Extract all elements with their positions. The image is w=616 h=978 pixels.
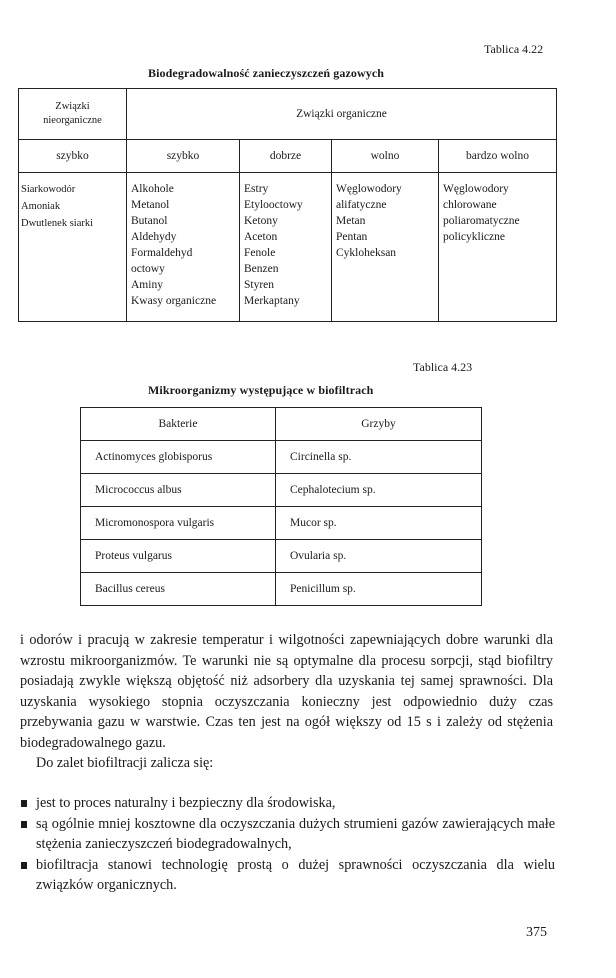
compound-item: Estry [244,183,269,195]
compound-item: Etylooctowy [244,199,303,211]
compound-item: alifatyczne [336,199,387,211]
compound-item: Aldehydy [131,231,177,243]
table-row [81,573,482,606]
table-4-22-label: Tablica 4.22 [484,42,544,56]
speed-cell: dobrze [240,140,332,173]
list-item-text: są ogólnie mniej kosztowne dla oczyszczania dużych strumieni gazów zawierających małe stężenia zanieczyszczeń biodegradowalnych, [36,815,555,852]
inorganic-header-line: nieorganiczne [43,115,102,126]
bullet-icon [21,821,27,828]
compound-column [240,173,332,322]
table-row [81,540,482,573]
list-item [20,793,555,814]
speed-cell: szybko [127,140,240,173]
compound-item: Amoniak [21,201,61,212]
body-paragraph: i odorów i pracują w zakresie temperatur i wilgotności zapewniających dobre warunki dla wzrostu mikroorganizmów. Te warunki nie są optymalne dla procesu sorpcji, stąd biofiltry posiadają zwykle większą objętość niż adsorbery dla uzyskania tej samej sprawności. Dla uzyskania wysokiego stopnia oczyszczania konieczny jest odpowiednio duży czas przebywania gazu w warstwie. Czas ten jest na ogół większy od 15 s i zależy od stężenia biodegradowalnego gazu. [20,632,553,751]
compound-item: Węglowodory [336,183,402,195]
compound-item: Styren [244,279,275,291]
fungi-cell: Cephalotecium sp. [276,474,482,507]
microorganisms-table [80,407,482,606]
compound-item: poliaromatyczne [443,215,520,227]
bacteria-cell: Actinomyces globisporus [81,441,276,474]
page-number: 375 [526,925,547,940]
compound-item: Węglowodory [443,183,509,195]
compound-item: Merkaptany [244,295,300,307]
compound-column [332,173,439,322]
compound-item: Metan [336,215,366,227]
compound-item: policykliczne [443,231,505,243]
table-row [81,474,482,507]
fungi-cell: Circinella sp. [276,441,482,474]
list-item [20,855,555,896]
table-4-23-label: Tablica 4.23 [413,360,473,374]
compound-item: Alkohole [131,183,174,195]
speed-cell: bardzo wolno [439,140,557,173]
compound-item: Kwasy organiczne [131,295,217,307]
inorganic-header-cell [19,89,127,140]
fungi-header: Grzyby [276,408,482,441]
compound-item: Cykloheksan [336,247,397,259]
advantages-list [20,793,555,896]
bacteria-cell: Micrococcus albus [81,474,276,507]
table-row [81,441,482,474]
list-item [20,814,555,855]
bullet-icon [21,862,27,869]
bacteria-cell: Proteus vulgarus [81,540,276,573]
fungi-cell: Penicillum sp. [276,573,482,606]
compound-item: Formaldehyd [131,247,193,259]
compound-item: Butanol [131,215,168,227]
compound-item: octowy [131,263,165,275]
compound-item: Fenole [244,247,276,259]
compound-item: Aminy [131,279,163,291]
body-text [20,630,553,774]
fungi-cell: Ovularia sp. [276,540,482,573]
table-4-23-title: Mikroorganizmy występujące w biofiltrach [148,383,374,397]
compound-item: Dwutlenek siarki [21,218,94,229]
compound-item: Pentan [336,231,368,243]
list-item-text: jest to proces naturalny i bezpieczny dla środowiska, [36,795,336,811]
compound-item: Siarkowodór [21,184,76,195]
table-row [81,507,482,540]
compound-item: Benzen [244,263,279,275]
compound-column [439,173,557,322]
compound-column [19,173,127,322]
compound-item: Ketony [244,215,278,227]
list-item-text: biofiltracja stanowi technologię prostą o dużej sprawności oczyszczania dla wielu związków organicznych. [36,856,555,893]
bacteria-cell: Bacillus cereus [81,573,276,606]
speed-cell: wolno [332,140,439,173]
compound-item: chlorowane [443,199,497,211]
fungi-cell: Mucor sp. [276,507,482,540]
compound-item: Metanol [131,199,170,211]
table-4-22-title: Biodegradowalność zanieczyszczeń gazowych [148,66,385,80]
biodegradability-table [18,88,557,322]
bacteria-header: Bakterie [81,408,276,441]
inorganic-header-line: Związki [55,101,90,112]
organic-header-cell: Związki organiczne [127,89,557,140]
bacteria-cell: Micromonospora vulgaris [81,507,276,540]
compound-column [127,173,240,322]
bullet-icon [21,800,27,807]
compound-item: Aceton [244,231,278,243]
speed-cell: szybko [19,140,127,173]
advantages-intro: Do zalet biofiltracji zalicza się: [36,755,214,771]
